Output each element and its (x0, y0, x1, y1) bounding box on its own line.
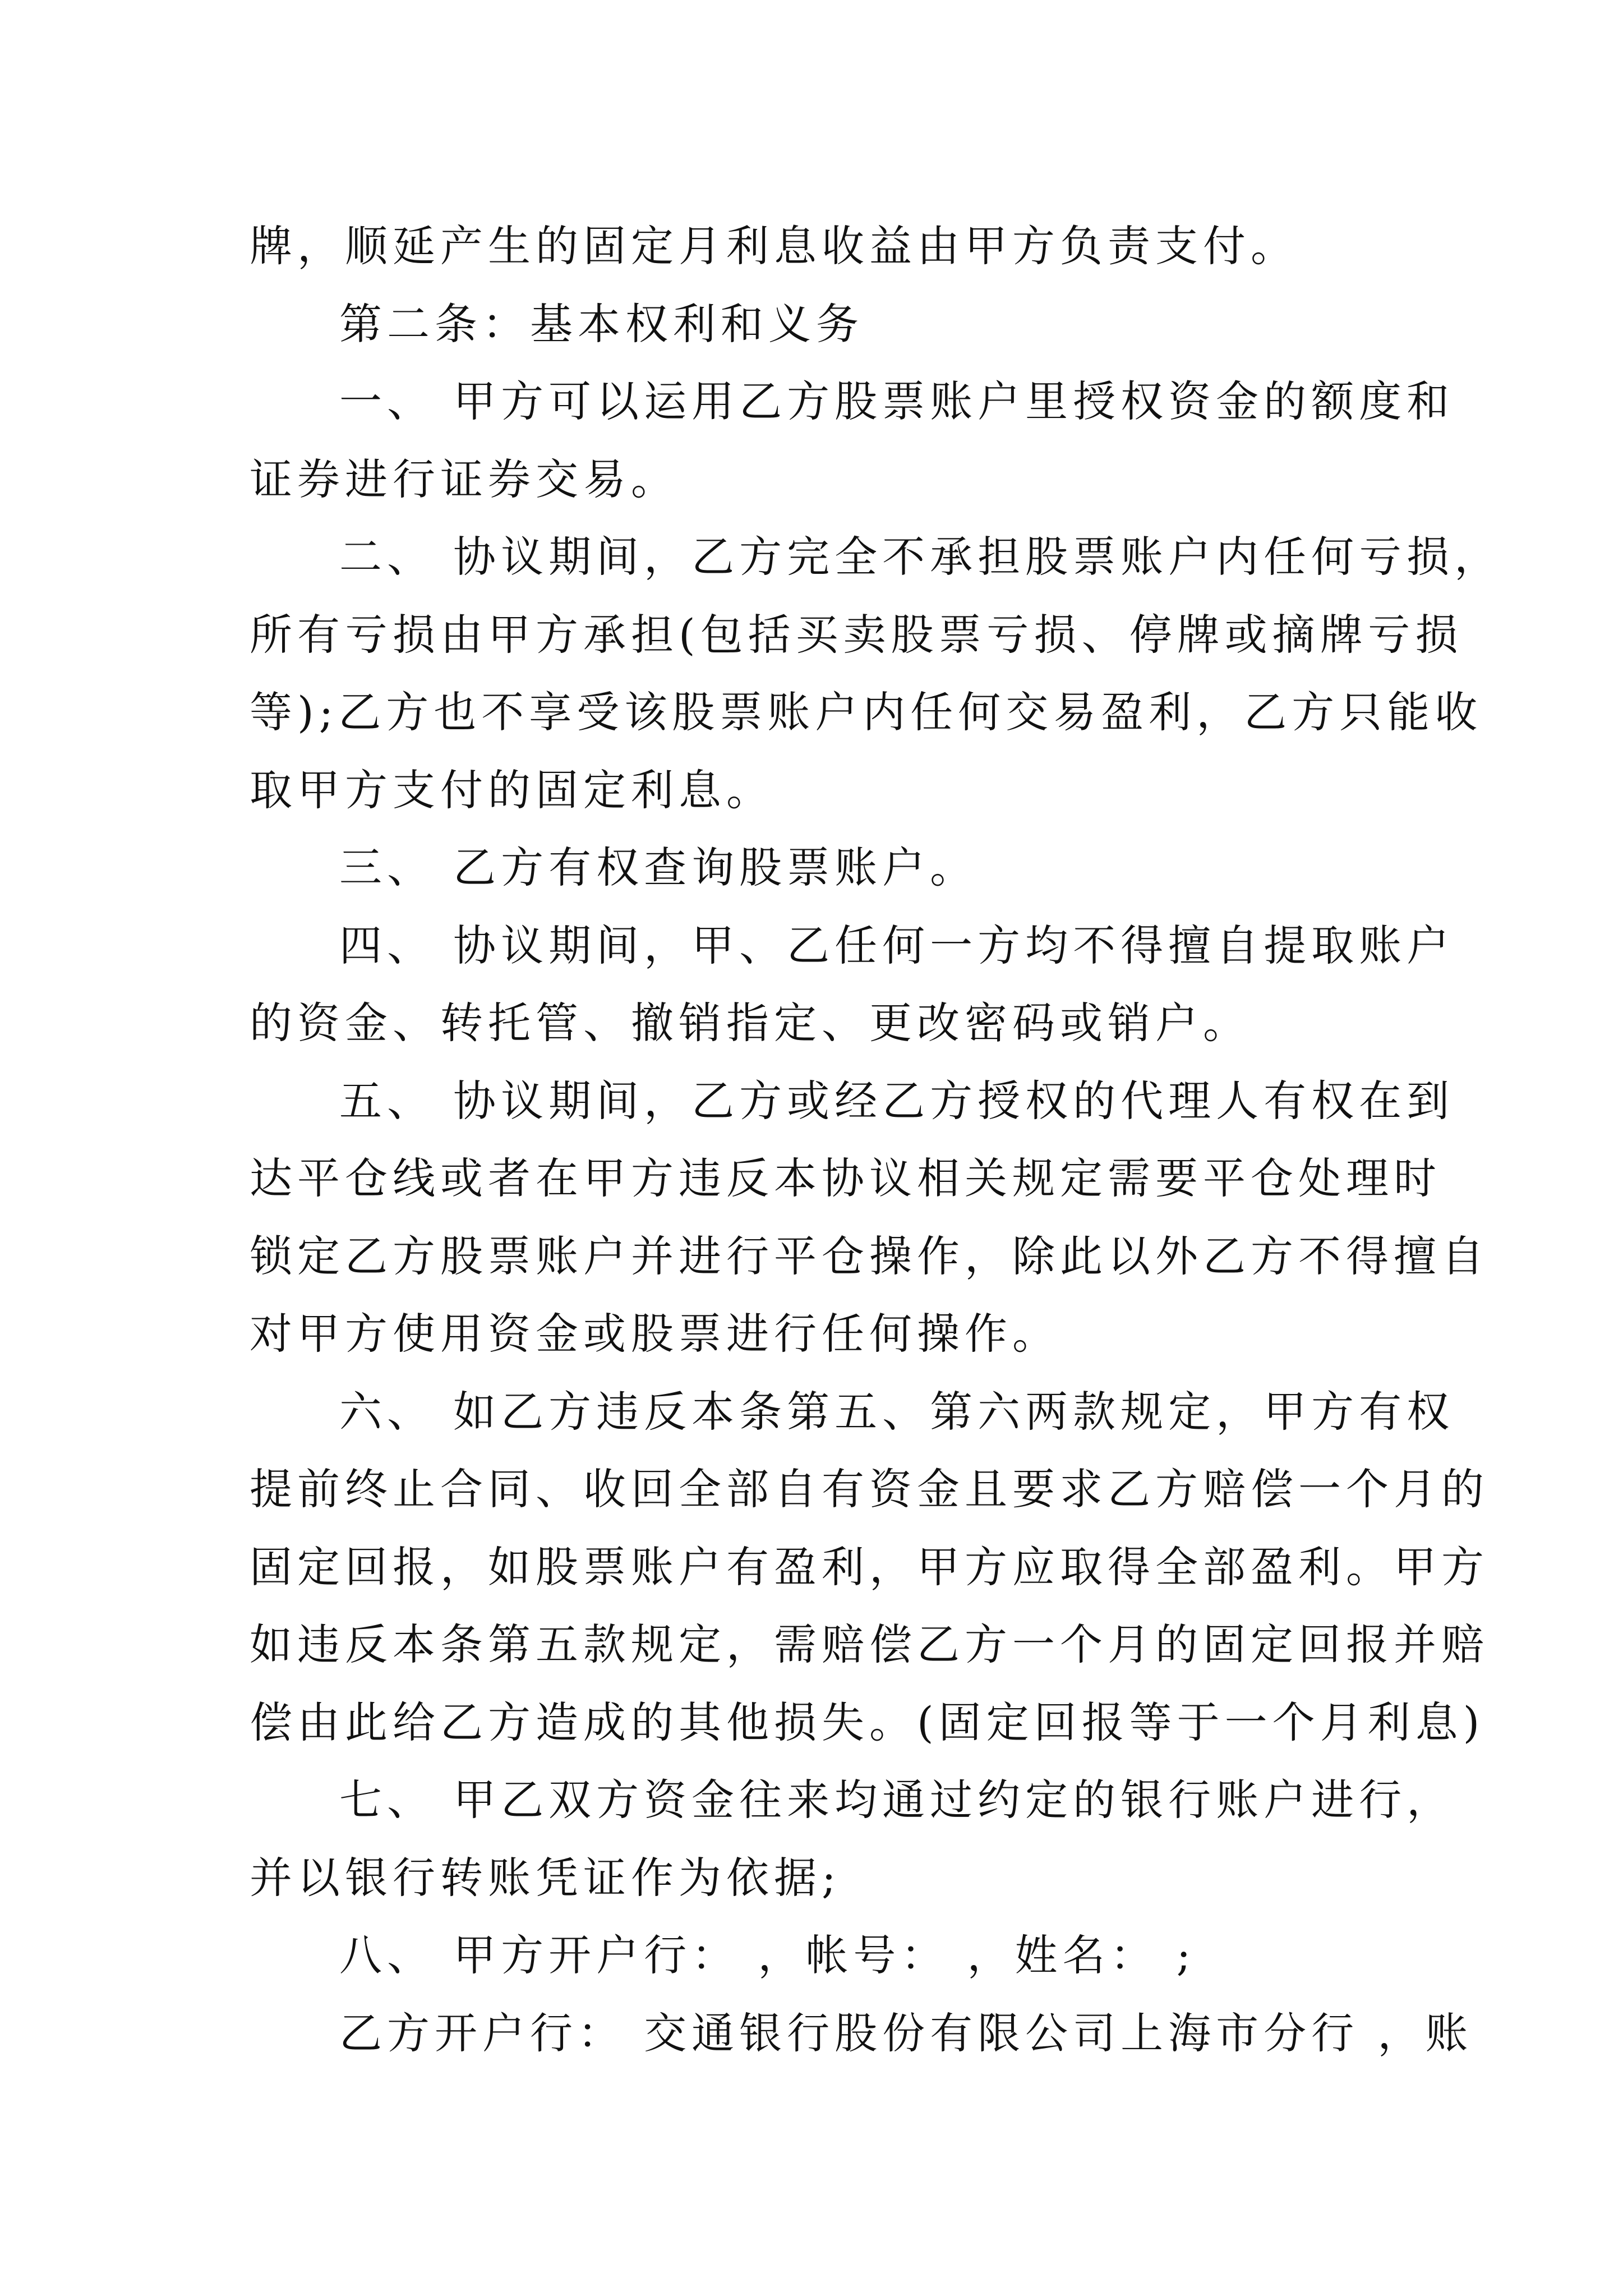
text-line: 牌，顺延产生的固定月利息收益由甲方负责支付。 (250, 221, 1298, 271)
text-line: 二、 协议期间，乙方完全不承担股票账户内任何亏损， (339, 532, 1502, 582)
text-line: 取甲方支付的固定利息。 (250, 765, 774, 815)
text-line: 提前终止合同、收回全部自有资金且要求乙方赔偿一个月的 (250, 1464, 1489, 1514)
text-line: 四、 协议期间，甲、乙任何一方均不得擅自提取账户 (339, 920, 1455, 970)
text-line: 并以银行转账凭证作为依据; (250, 1852, 841, 1903)
section-heading: 第二条：基本权利和义务 (339, 298, 864, 349)
text-line: 证券进行证券交易。 (250, 454, 679, 504)
text-line: 七、 甲乙双方资金往来均通过约定的银行账户进行， (339, 1775, 1455, 1825)
text-line: 所有亏损由甲方承担(包括买卖股票亏损、停牌或摘牌亏损 (250, 609, 1463, 660)
text-line: 乙方开户行： 交通银行股份有限公司上海市分行 ，账 (339, 2008, 1473, 2058)
text-line: 偿由此给乙方造成的其他损失。(固定回报等于一个月利息) (250, 1697, 1485, 1747)
text-line: 三、 乙方有权查询股票账户。 (339, 843, 978, 892)
document-body (250, 208, 1502, 2072)
text-line: 五、 协议期间，乙方或经乙方授权的代理人有权在到 (339, 1075, 1455, 1126)
text-line: 对甲方使用资金或股票进行任何操作。 (250, 1309, 1060, 1359)
text-line: 固定回报，如股票账户有盈利，甲方应取得全部盈利。甲方 (250, 1542, 1489, 1592)
text-line: 八、 甲方开户行： ，帐号： ，姓名： ; (339, 1930, 1196, 1980)
text-line: 如违反本条第五款规定，需赔偿乙方一个月的固定回报并赔 (250, 1619, 1489, 1669)
text-line: 等);乙方也不享受该股票账户内任何交易盈利，乙方只能收 (250, 687, 1483, 737)
text-line: 锁定乙方股票账户并进行平仓操作，除此以外乙方不得擅自 (250, 1231, 1489, 1281)
text-line: 达平仓线或者在甲方违反本协议相关规定需要平仓处理时 (250, 1153, 1441, 1203)
text-line: 的资金、转托管、撤销指定、更改密码或销户。 (250, 998, 1251, 1048)
text-line: 六、 如乙方违反本条第五、第六两款规定，甲方有权 (339, 1386, 1455, 1437)
text-line: 一、 甲方可以运用乙方股票账户里授权资金的额度和 (339, 376, 1455, 426)
